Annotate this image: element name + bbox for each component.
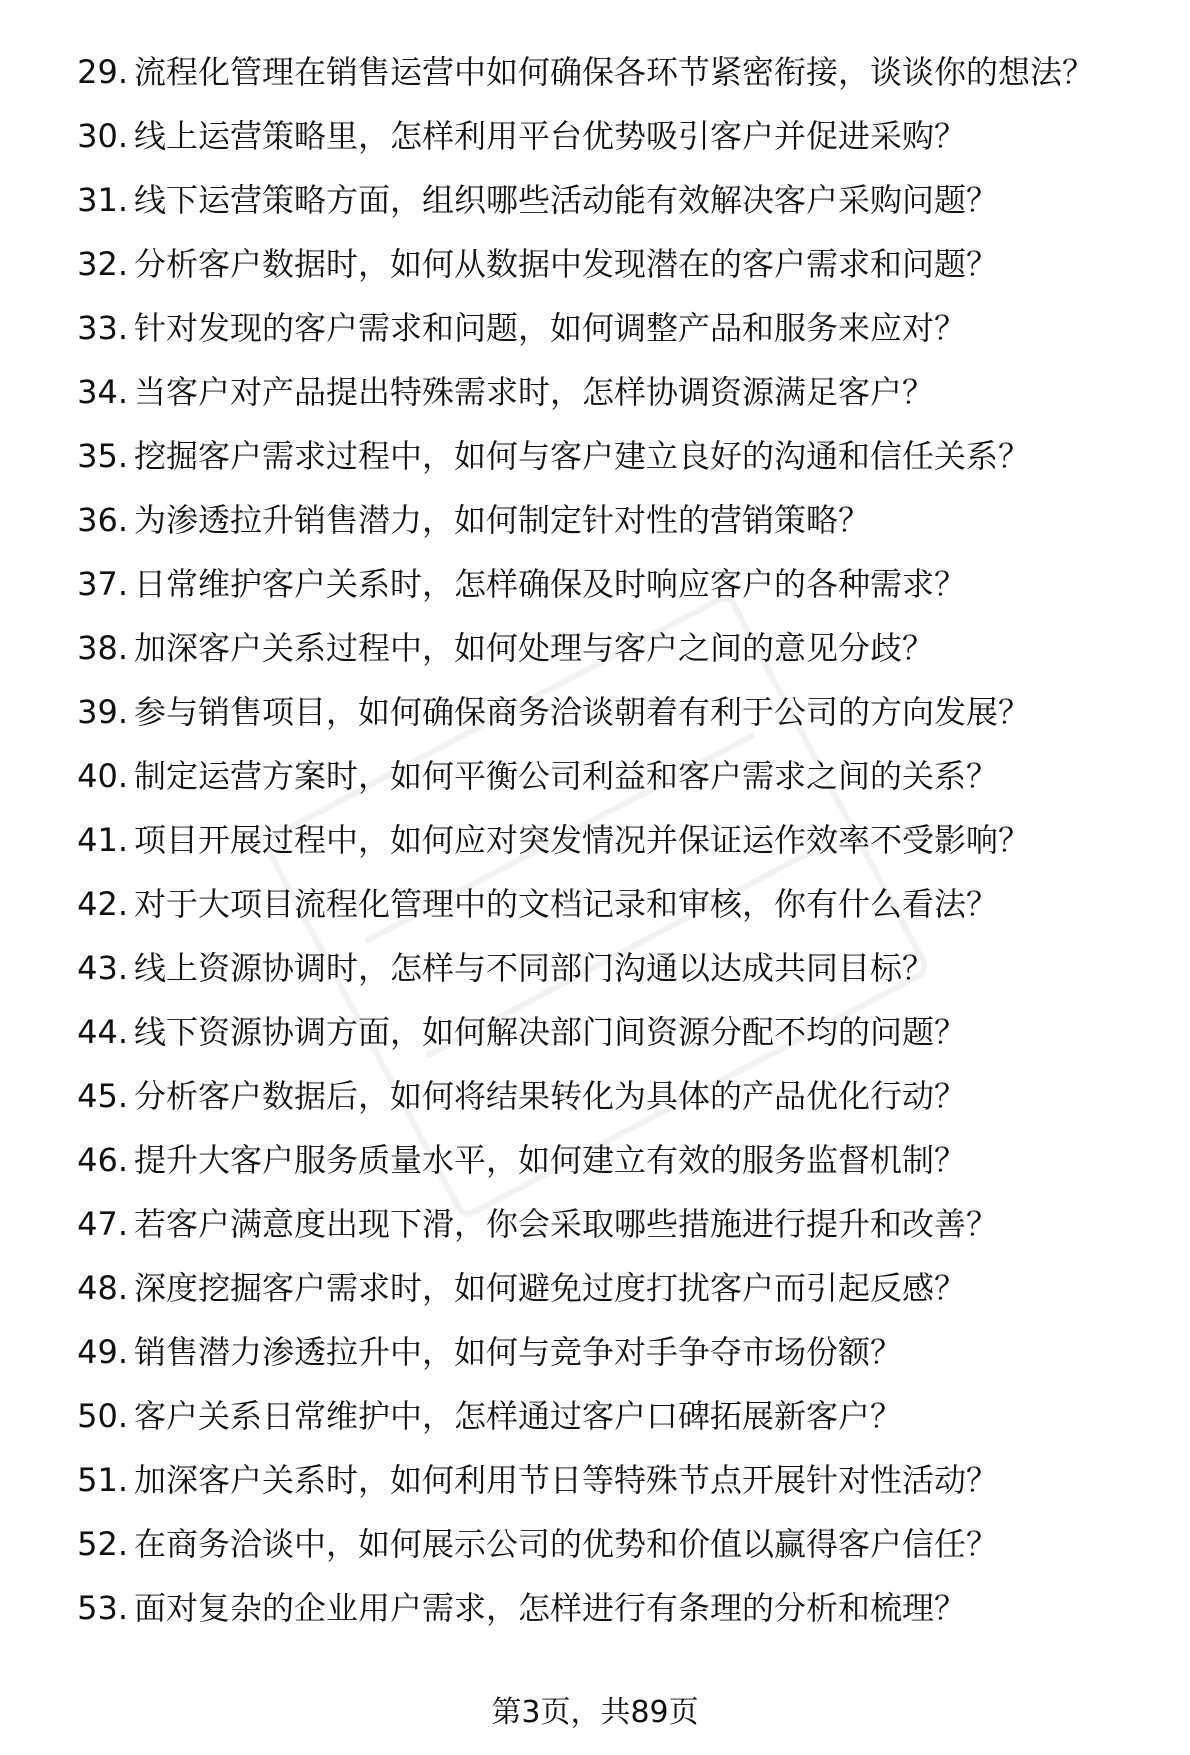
- question-text: 销售潜力渗透拉升中，如何与竞争对手争夺市场份额？: [134, 1333, 903, 1371]
- question-text: 当客户对产品提出特殊需求时，怎样协调资源满足客户？: [134, 373, 935, 411]
- question-number: 42.: [77, 885, 128, 923]
- question-text: 流程化管理在销售运营中如何确保各环节紧密衔接，谈谈你的想法？: [134, 53, 1095, 91]
- question-item: [0, 308, 1190, 348]
- question-text: 分析客户数据后，如何将结果转化为具体的产品优化行动？: [134, 1077, 967, 1115]
- question-text: 加深客户关系过程中，如何处理与客户之间的意见分歧？: [134, 629, 935, 667]
- question-item: [0, 1396, 1190, 1436]
- question-item: [0, 692, 1190, 732]
- question-text: 项目开展过程中，如何应对突发情况并保证运作效率不受影响？: [134, 821, 1031, 859]
- question-number: 36.: [77, 501, 128, 539]
- question-item: [0, 884, 1190, 924]
- question-text: 线下资源协调方面，如何解决部门间资源分配不均的问题？: [134, 1013, 967, 1051]
- question-text: 为渗透拉升销售潜力，如何制定针对性的营销策略？: [134, 501, 871, 539]
- question-item: [0, 372, 1190, 412]
- question-item: [0, 1332, 1190, 1372]
- question-item: [0, 628, 1190, 668]
- question-number: 34.: [77, 373, 128, 411]
- question-text: 面对复杂的企业用户需求，怎样进行有条理的分析和梳理？: [134, 1589, 967, 1627]
- question-number: 29.: [77, 53, 128, 91]
- question-number: 33.: [77, 309, 128, 347]
- question-text: 制定运营方案时，如何平衡公司利益和客户需求之间的关系？: [134, 757, 999, 795]
- question-text: 日常维护客户关系时，怎样确保及时响应客户的各种需求？: [134, 565, 967, 603]
- question-number: 43.: [77, 949, 128, 987]
- question-item: [0, 948, 1190, 988]
- question-text: 参与销售项目，如何确保商务洽谈朝着有利于公司的方向发展？: [134, 693, 1031, 731]
- question-item: [0, 1588, 1190, 1628]
- question-number: 52.: [77, 1525, 128, 1563]
- question-number: 44.: [77, 1013, 128, 1051]
- question-item: [0, 116, 1190, 156]
- question-text: 针对发现的客户需求和问题，如何调整产品和服务来应对？: [134, 309, 967, 347]
- question-text: 线上运营策略里，怎样利用平台优势吸引客户并促进采购？: [134, 117, 967, 155]
- question-number: 30.: [77, 117, 128, 155]
- question-number: 32.: [77, 245, 128, 283]
- question-number: 51.: [77, 1461, 128, 1499]
- page-footer: 第3页，共89页: [491, 1695, 699, 1730]
- question-item: [0, 1268, 1190, 1308]
- question-item: [0, 564, 1190, 604]
- question-number: 50.: [77, 1397, 128, 1435]
- question-number: 31.: [77, 181, 128, 219]
- question-text: 挖掘客户需求过程中，如何与客户建立良好的沟通和信任关系？: [134, 437, 1031, 475]
- question-number: 38.: [77, 629, 128, 667]
- question-number: 35.: [77, 437, 128, 475]
- question-item: [0, 1204, 1190, 1244]
- question-text: 深度挖掘客户需求时，如何避免过度打扰客户而引起反感？: [134, 1269, 967, 1307]
- question-list: [0, 52, 1190, 1652]
- question-number: 37.: [77, 565, 128, 603]
- question-item: [0, 1076, 1190, 1116]
- question-item: [0, 756, 1190, 796]
- question-text: 客户关系日常维护中，怎样通过客户口碑拓展新客户？: [134, 1397, 903, 1435]
- question-text: 分析客户数据时，如何从数据中发现潜在的客户需求和问题？: [134, 245, 999, 283]
- question-item: [0, 52, 1190, 92]
- question-item: [0, 1140, 1190, 1180]
- question-number: 48.: [77, 1269, 128, 1307]
- question-item: [0, 1524, 1190, 1564]
- question-text: 对于大项目流程化管理中的文档记录和审核，你有什么看法？: [134, 885, 999, 923]
- question-item: [0, 244, 1190, 284]
- question-text: 提升大客户服务质量水平，如何建立有效的服务监督机制？: [134, 1141, 967, 1179]
- question-number: 45.: [77, 1077, 128, 1115]
- question-item: [0, 500, 1190, 540]
- question-number: 39.: [77, 693, 128, 731]
- question-number: 49.: [77, 1333, 128, 1371]
- question-number: 46.: [77, 1141, 128, 1179]
- question-number: 40.: [77, 757, 128, 795]
- question-text: 线下运营策略方面，组织哪些活动能有效解决客户采购问题？: [134, 181, 999, 219]
- question-number: 47.: [77, 1205, 128, 1243]
- question-text: 加深客户关系时，如何利用节日等特殊节点开展针对性活动？: [134, 1461, 999, 1499]
- question-text: 线上资源协调时，怎样与不同部门沟通以达成共同目标？: [134, 949, 935, 987]
- question-item: [0, 1460, 1190, 1500]
- question-number: 41.: [77, 821, 128, 859]
- question-item: [0, 1012, 1190, 1052]
- question-item: [0, 180, 1190, 220]
- question-text: 在商务洽谈中，如何展示公司的优势和价值以赢得客户信任？: [134, 1525, 999, 1563]
- question-item: [0, 820, 1190, 860]
- question-item: [0, 436, 1190, 476]
- question-number: 53.: [77, 1589, 128, 1627]
- question-text: 若客户满意度出现下滑，你会采取哪些措施进行提升和改善？: [134, 1205, 999, 1243]
